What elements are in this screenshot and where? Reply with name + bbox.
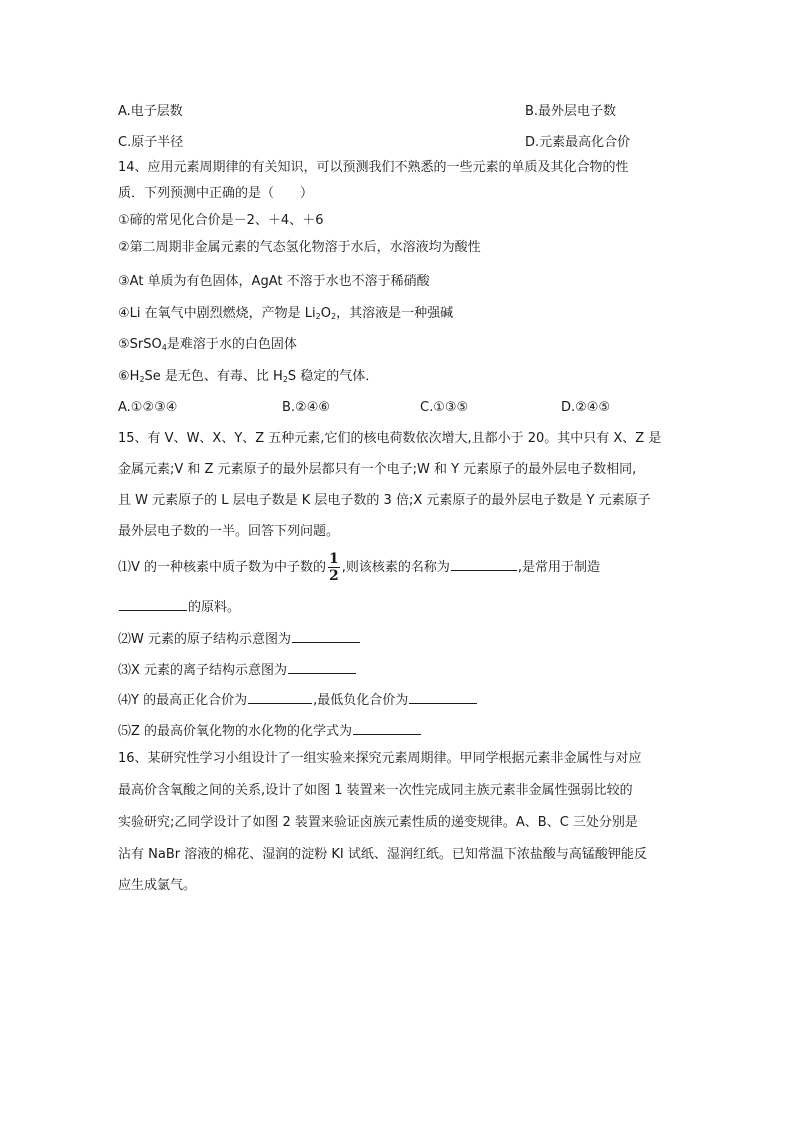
q14-option-c: C.①③⑤: [420, 400, 469, 415]
q15-stem-line4: 最外层电子数的一半。回答下列问题。: [118, 524, 340, 539]
q14-stem-line1: 14、应用元素周期律的有关知识，可以预测我们不熟悉的一些元素的单质及其化合物的性: [118, 160, 629, 175]
q14-item-1: ①碲的常见化合价是－2、＋4、＋6: [118, 213, 324, 228]
q14-item-5: [118, 338, 297, 352]
q14-item-4-mid: O: [320, 306, 331, 321]
q15-part-1-post: ,是常用于制造: [517, 560, 601, 575]
answer-blank-use[interactable]: [119, 598, 187, 611]
q16-line2: 最高价含氧酸之间的关系,设计了如图 1 装置来一次性完成同主族元素非金属性强弱比较的: [118, 783, 633, 798]
q15-part-2: [118, 630, 361, 646]
q16-line4: 沾有 NaBr 溶液的棉花、湿润的淀粉 KI 试纸、湿润红纸。已知常温下浓盐酸与高锰酸钾能反: [118, 847, 647, 862]
q14-option-a: A.①②③④: [118, 400, 178, 415]
q15-stem-line2: 金属元素;V 和 Z 元素原子的最外层都只有一个电子;W 和 Y 元素原子的最外层电子数相同,: [118, 462, 637, 477]
q15-part-4-pre: ⑷Y 的最高正化合价为: [118, 693, 248, 708]
q14-item-6-sub2: 2: [282, 375, 288, 384]
q14-item-6-mid: Se 是无色、有毒、比 H: [144, 369, 283, 384]
answer-blank-max-valence[interactable]: [248, 691, 312, 704]
q14-stem-line2: 质．下列预测中正确的是（ ）: [118, 186, 314, 201]
q15-part-2-text: ⑵W 元素的原子结构示意图为: [118, 632, 291, 647]
answer-blank-formula[interactable]: [353, 722, 421, 735]
q14-item-6-sub1: 2: [139, 375, 145, 384]
q14-item-4-sub2: 2: [330, 312, 337, 321]
q15-part-3: [118, 661, 357, 677]
q14-item-5-sub: 4: [161, 343, 167, 352]
q14-item-5-pre: ⑤SrSO: [118, 337, 162, 352]
q14-item-4-post: ，其溶液是一种强碱: [336, 306, 454, 321]
q15-stem-line3: 且 W 元素原子的 L 层电子数是 K 层电子数的 3 倍;X 元素原子的最外层电子数是 Y 元素原子: [118, 493, 651, 508]
q16-line5: 应生成氯气。: [118, 878, 197, 893]
answer-blank-w-structure[interactable]: [292, 630, 360, 643]
q14-item-4-sub1: 2: [315, 312, 321, 321]
q15-part-1-pre: ⑴V 的一种核素中质子数为中子数的: [118, 560, 327, 575]
q14-item-5-post: 是难溶于水的白色固体: [166, 337, 297, 352]
q16-line1: 16、某研究性学习小组设计了一组实验来探究元素周期律。甲同学根据元素非金属性与对应: [118, 751, 642, 766]
q14-item-3: ③At 单质为有色固体，AgAt 不溶于水也不溶于稀硝酸: [118, 274, 430, 289]
answer-blank-x-ion-structure[interactable]: [288, 661, 356, 674]
q15-part-1-line2: [118, 598, 240, 614]
q14-option-d: D.②④⑤: [561, 400, 611, 415]
q15-part-3-text: ⑶X 元素的离子结构示意图为: [118, 663, 288, 678]
q15-part-1-mid: ,则该核素的名称为: [341, 560, 450, 575]
q15-part-1-line2-text: 的原料。: [188, 600, 241, 615]
fraction-numerator: 1: [329, 551, 339, 567]
q14-item-6: [118, 370, 378, 384]
q15-part-4-mid: ,最低负化合价为: [313, 693, 409, 708]
q14-item-4: [118, 307, 453, 321]
option-c: C.原子半径: [118, 135, 184, 150]
q15-part-5: [118, 722, 422, 738]
answer-blank-nuclide-name[interactable]: [451, 558, 517, 571]
q14-item-6-pre: ⑥H: [118, 369, 140, 384]
q14-item-6-post: S 稳定的气体．: [287, 369, 379, 384]
q14-option-b: B.②④⑥: [282, 400, 331, 415]
answer-blank-min-valence[interactable]: [409, 691, 477, 704]
option-d: D.元素最高化合价: [525, 135, 631, 150]
fraction-one-half: [328, 552, 340, 583]
q15-part-5-text: ⑸Z 的最高价氧化物的水化物的化学式为: [118, 724, 353, 739]
q15-stem-line1: 15、有 V、W、X、Y、Z 五种元素,它们的核电荷数依次增大,且都小于 20。其中只有 X、Z 是: [118, 431, 662, 446]
option-a: A.电子层数: [118, 104, 183, 119]
q15-part-4: [118, 691, 478, 707]
fraction-denominator: 2: [329, 568, 339, 584]
q14-item-2: ②第二周期非金属元素的气态氢化物溶于水后，水溶液均为酸性: [118, 240, 481, 255]
q16-line3: 实验研究;乙同学设计了如图 2 装置来验证卤族元素性质的递变规律。A、B、C 三处分别是: [118, 815, 638, 830]
option-b: B.最外层电子数: [525, 104, 617, 119]
q15-part-1: [118, 551, 600, 585]
q14-item-4-pre: ④Li 在氧气中剧烈燃烧，产物是 Li: [118, 306, 316, 321]
